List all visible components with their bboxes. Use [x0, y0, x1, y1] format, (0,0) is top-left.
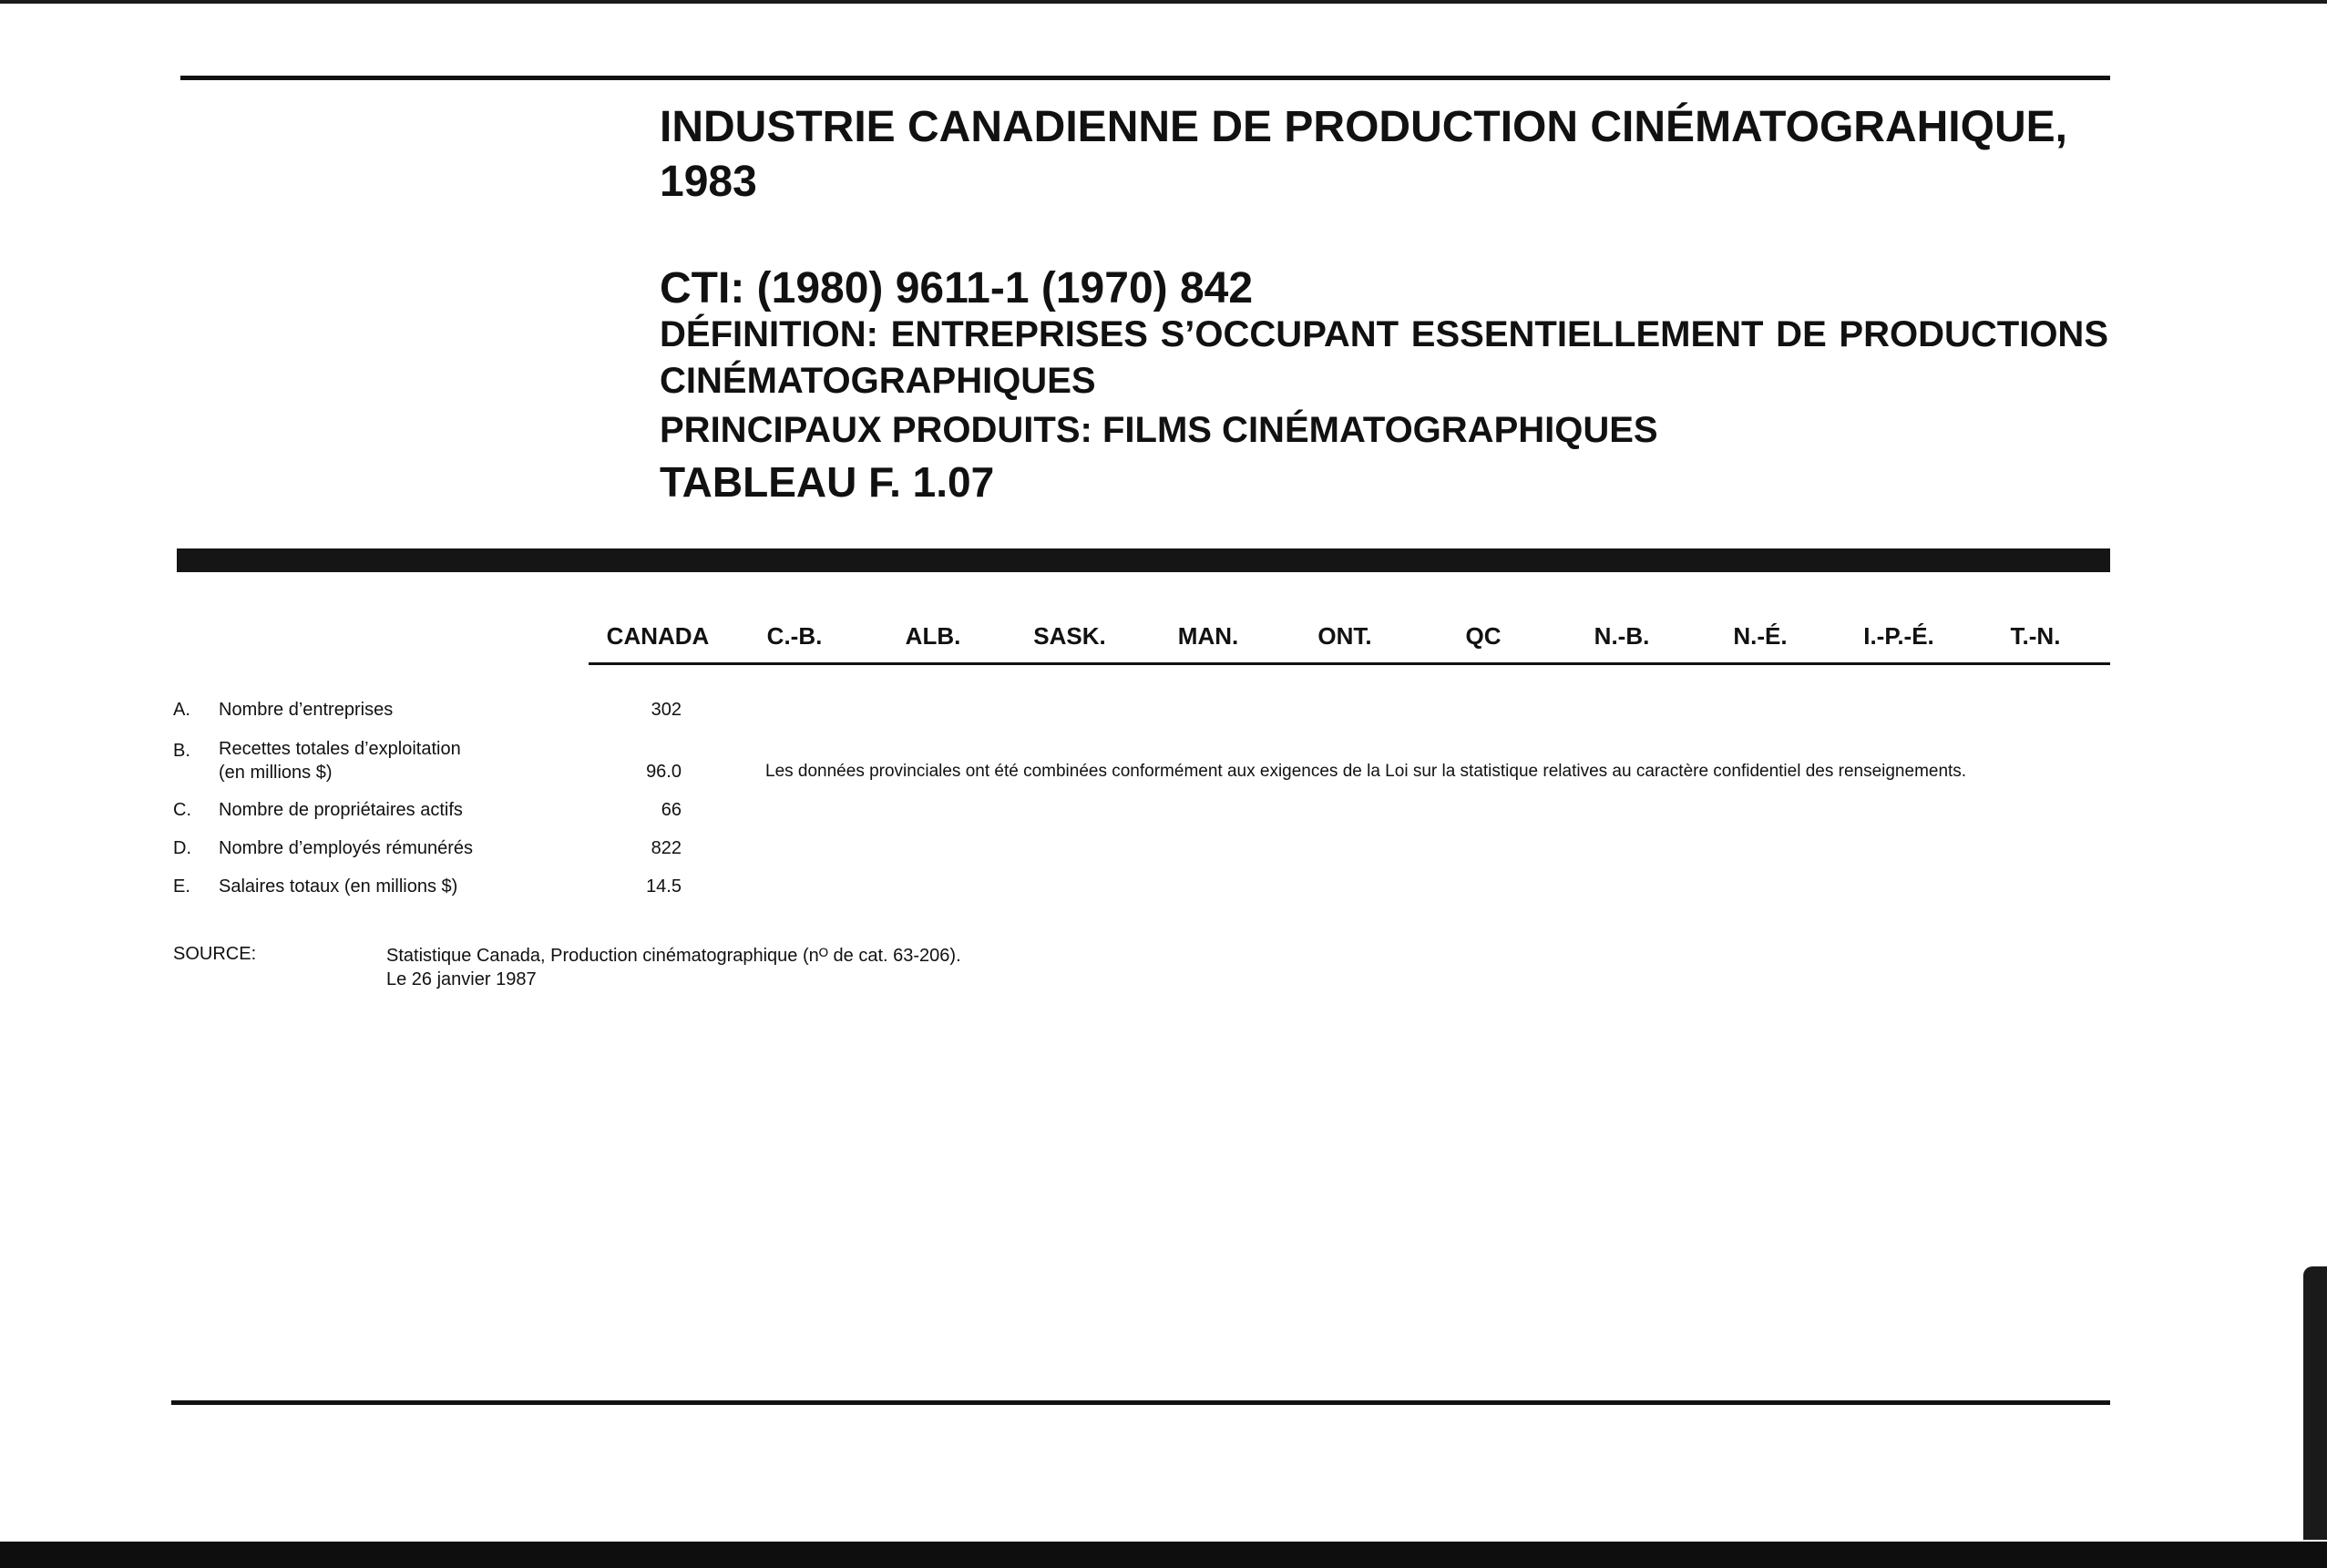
scan-edge-right: [2303, 1266, 2327, 1540]
source-label: SOURCE:: [173, 944, 257, 964]
table-number: TABLEAU F. 1.07: [660, 458, 995, 506]
col-header-man: MAN.: [1177, 622, 1239, 650]
col-header-alb: ALB.: [905, 622, 961, 650]
scan-edge-top: [0, 0, 2327, 4]
row-e-label: Salaires totaux (en millions $): [219, 876, 458, 897]
row-a-label: Nombre d’entreprises: [219, 700, 394, 720]
source-text: [386, 944, 961, 991]
header-rule: [589, 662, 2110, 665]
row-e-canada: 14.5: [646, 876, 682, 897]
col-header-ont: ONT.: [1317, 622, 1372, 650]
row-a-letter: A.: [173, 700, 190, 720]
scan-edge-bottom: [0, 1542, 2327, 1568]
row-c-letter: C.: [173, 800, 191, 820]
row-d-label: Nombre d’employés rémunérés: [219, 838, 474, 858]
col-header-cb: C.-B.: [766, 622, 823, 650]
source-line-1: Statistique Canada, Production cinématographique (nᴼ de cat. 63-206).: [386, 946, 961, 966]
row-a-canada: 302: [651, 700, 682, 720]
row-b-canada: 96.0: [646, 762, 682, 782]
row-b-letter: B.: [173, 741, 190, 761]
col-header-nb: N.-B.: [1594, 622, 1650, 650]
row-c-canada: 66: [661, 800, 682, 820]
confidentiality-note: Les données provinciales ont été combinées conformément aux exigences de la Loi sur la statistique relatives au caractère confidentiel des renseignements.: [765, 762, 1967, 781]
definition: DÉFINITION: ENTREPRISES S’OCCUPANT ESSENTIELLEMENT DE PRODUCTIONS CINÉMATOGRAPHIQUES: [660, 314, 2108, 401]
thick-divider: [177, 548, 2110, 572]
row-c-label: Nombre de propriétaires actifs: [219, 800, 463, 820]
col-header-tn: T.-N.: [2010, 622, 2061, 650]
top-rule: [180, 76, 2110, 80]
col-header-ne: N.-É.: [1733, 622, 1788, 650]
bottom-rule: [171, 1400, 2110, 1405]
row-d-letter: D.: [173, 838, 191, 858]
col-header-qc: QC: [1465, 622, 1502, 650]
row-d-canada: 822: [651, 838, 682, 858]
row-e-letter: E.: [173, 876, 190, 897]
col-header-ipe: I.-P.-É.: [1863, 622, 1934, 650]
col-header-canada: CANADA: [606, 622, 710, 650]
col-header-sask: SASK.: [1033, 622, 1106, 650]
row-b-label: Recettes totales d’exploitation (en millions $): [219, 739, 461, 783]
principal-products: PRINCIPAUX PRODUITS: FILMS CINÉMATOGRAPHIQUES: [660, 410, 1658, 450]
source-line-2: Le 26 janvier 1987: [386, 969, 537, 989]
document-title: INDUSTRIE CANADIENNE DE PRODUCTION CINÉMATOGRAHIQUE, 1983: [660, 103, 2067, 206]
cti-code: CTI: (1980) 9611-1 (1970) 842: [660, 264, 1254, 313]
